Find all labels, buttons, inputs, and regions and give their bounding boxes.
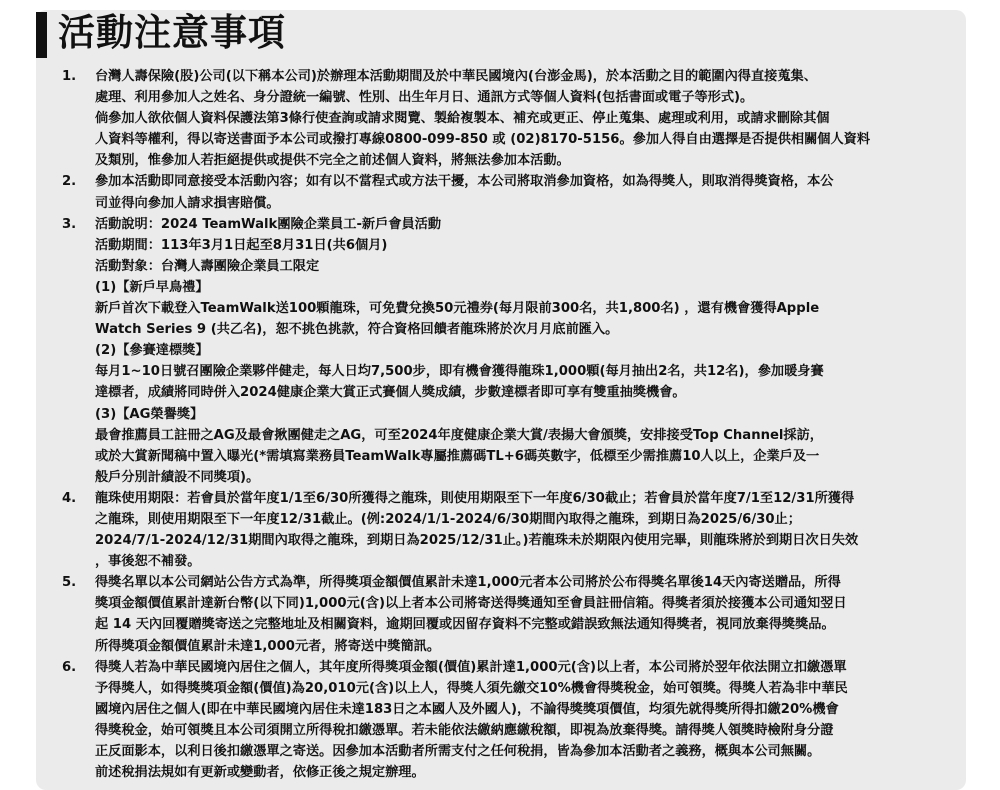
- item-text-line: 人資料等權利，得以寄送書面予本公司或撥打專線0800-099-850 或 (02)8170-5156。參加人得自由選擇是否提供相關個人資料: [95, 132, 871, 148]
- item-text-line: 每月1~10日號召團險企業夥伴健走，每人日均7,500步，即有機會獲得龍珠1,000顆(每月抽出2名，共12名)，參加暖身賽: [95, 364, 824, 380]
- item-text-line: Watch Series 9 (共乙名)，恕不挑色挑款，符合資格回饋者龍珠將於次月月底前匯入。: [95, 322, 619, 338]
- item-text-line: 得獎人若為中華民國境內居住之個人，其年度所得獎項金額(價值)累計達1,000元(含)以上者，本公司將於翌年依法開立扣繳憑單: [95, 659, 847, 675]
- item-text-line: 予得獎人，如得獎獎項金額(價值)為20,010元(含)以上人，得獎人須先繳交10%機會得獎稅金，始可領獎。得獎人若為非中華民: [95, 680, 848, 696]
- list-item: [62, 488, 942, 572]
- item-text-line: 倘參加人欲依個人資料保護法第3條行使查詢或請求閱覽、製給複製本、補充或更正、停止蒐集、處理或利用，或請求刪除其個: [95, 111, 830, 127]
- item-text-line: 活動期間：113年3月1日起至8月31日(共6個月): [95, 237, 388, 253]
- item-text-line: 獎項金額價值累計達新台幣(以下同)1,000元(含)以上者本公司將寄送得獎通知至會員註冊信箱。得獎者須於接獲本公司通知翌日: [95, 596, 847, 612]
- item-text-line: 得獎稅金，始可領獎且本公司須開立所得稅扣繳憑單。若未能依法繳納應繳稅額，即視為放棄得獎。請得獎人領獎時檢附身分證: [95, 722, 834, 738]
- item-text-line: 及類別，惟參加人若拒絕提供或提供不完全之前述個人資料，將無法參加本活動。: [95, 153, 570, 169]
- item-text-line: 活動說明：2024 TeamWalk團險企業員工-新戶會員活動: [95, 216, 442, 232]
- item-text-line: 新戶首次下載登入TeamWalk送100顆龍珠，可免費兌換50元禮券(每月限前300名，共1,800名) ，還有機會獲得Apple: [95, 301, 820, 317]
- item-text-line: 處理、利用參加人之姓名、身分證統一編號、性別、出生年月日、通訊方式等個人資料(包括書面或電子等形式)。: [95, 90, 754, 106]
- item-text-line: 參加本活動即同意接受本活動內容；如有以不當程式或方法干擾，本公司將取消參加資格，如為得獎人，則取消得獎資格，本公: [95, 174, 834, 190]
- item-number: 3.: [62, 216, 77, 232]
- item-text-line: 台灣人壽保險(股)公司(以下稱本公司)於辦理本活動期間及於中華民國境內(台澎金馬)，於本活動之目的範圍內得直接蒐集、: [95, 69, 817, 84]
- item-text-line: 起 14 天內回覆贈獎寄送之完整地址及相關資料，逾期回覆或因留存資料不完整或錯誤致無法通知得獎者，視同放棄得獎獎品。: [95, 617, 835, 633]
- item-text-line: (2)【參賽達標獎】: [95, 343, 209, 359]
- item-text-line: 前述稅捐法規如有更新或變動者，依修正後之規定辦理。: [95, 765, 425, 781]
- list-item: [62, 214, 942, 488]
- item-text-line: 2024/7/1-2024/12/31期間內取得之龍珠，到期日為2025/12/31止。)若龍珠未於期限內使用完畢，則龍珠將於到期日次日失效: [95, 533, 859, 549]
- item-text-line: 般戶分別計績設不同獎項)。: [95, 469, 260, 485]
- notice-list: [62, 66, 942, 783]
- item-text-line: 龍珠使用期限：若會員於當年度1/1至6/30所獲得之龍珠，則使用期限至下一年度6/30截止；若會員於當年度7/1至12/31所獲得: [95, 490, 855, 506]
- item-text-line: 所得獎項金額價值累計未達1,000元者，將寄送中獎簡訊。: [95, 638, 441, 654]
- list-item: [62, 171, 942, 213]
- item-number: 4.: [62, 490, 77, 506]
- item-number: 1.: [62, 69, 77, 84]
- item-text-line: 得獎名單以本公司網站公告方式為準，所得獎項金額價值累計未達1,000元者本公司將於公布得獎名單後14天內寄送贈品，所得: [95, 575, 841, 591]
- list-item: [62, 66, 942, 171]
- title-accent-bar: [36, 12, 47, 58]
- item-number: 6.: [62, 659, 77, 675]
- item-text-line: (3)【AG榮譽獎】: [95, 406, 204, 422]
- list-item: [62, 572, 942, 656]
- item-text-line: 最會推薦員工註冊之AG及最會揪團健走之AG，可至2024年度健康企業大賞/表揚大會頒獎，安排接受Top Channel採訪，: [95, 427, 823, 443]
- item-text-line: 之龍珠，則使用期限至下一年度12/31截止。(例:2024/1/1-2024/6/30期間內取得之龍珠，到期日為2025/6/30止；: [95, 511, 801, 527]
- item-number: 2.: [62, 174, 77, 190]
- item-number: 5.: [62, 575, 77, 591]
- item-text-line: 達標者，成績將同時併入2024健康企業大賞正式賽個人獎成績，步數達標者即可享有雙重抽獎機會。: [95, 385, 686, 401]
- item-text-line: 正反面影本，以利日後扣繳憑單之寄送。因參加本活動者所需支付之任何稅捐，皆為參加本活動者之義務，概與本公司無關。: [95, 744, 821, 759]
- list-item: [62, 657, 942, 784]
- item-text-line: 或於大賞新聞稿中置入曝光(*需填寫業務員TeamWalk專屬推薦碼TL+6碼英數字，低標至少需推薦10人以上，企業戶及一: [95, 448, 820, 464]
- item-text-line: 司並得向參加人請求損害賠償。: [95, 195, 280, 211]
- item-text-line: 活動對象：台灣人壽團險企業員工限定: [95, 258, 320, 274]
- item-text-line: ，事後恕不補發。: [95, 554, 201, 570]
- item-text-line: (1)【新戶早鳥禮】: [95, 279, 209, 295]
- item-text-line: 國境內居住之個人(即在中華民國境內居住未達183日之本國人及外國人)，不論得獎獎項價值，均須先就得獎所得扣繳20%機會: [95, 701, 839, 717]
- page-title: 活動注意事項: [58, 11, 286, 54]
